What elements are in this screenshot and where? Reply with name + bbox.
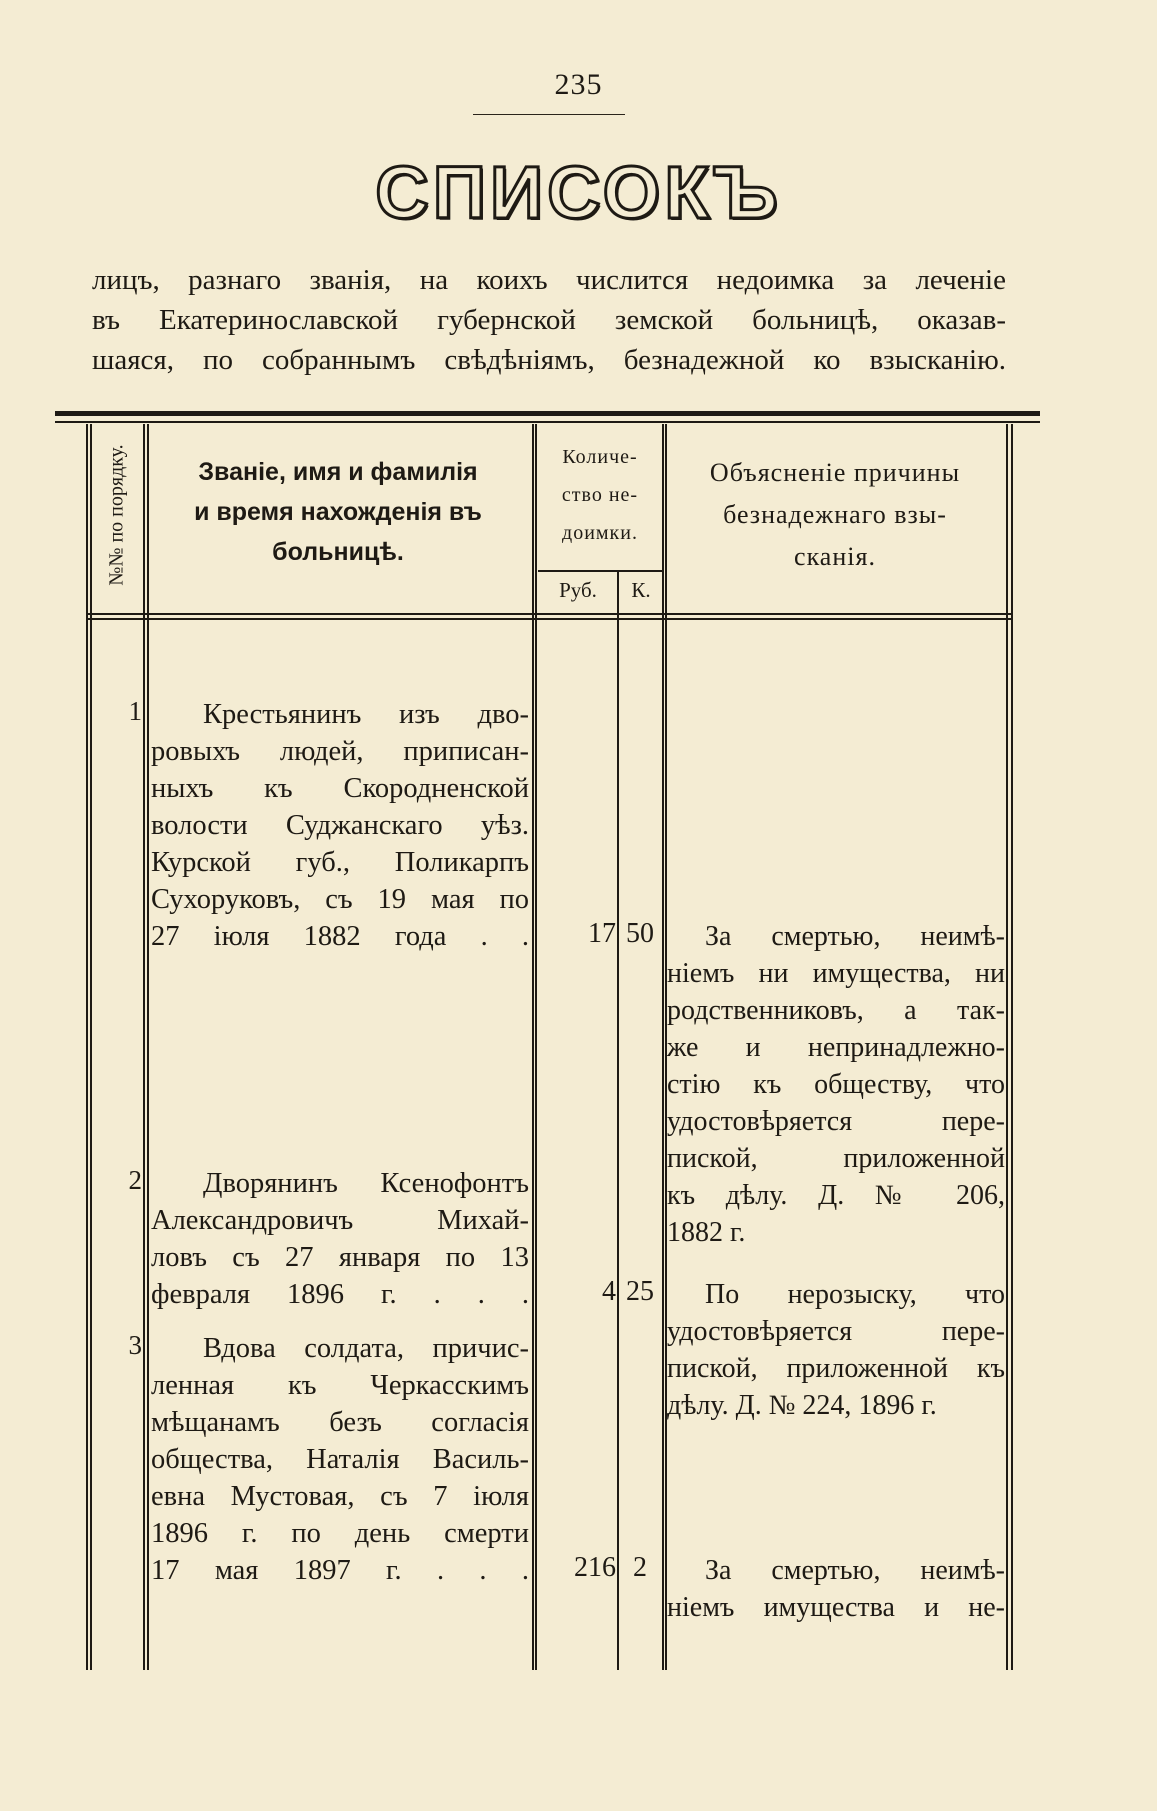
header-name-line: больницѣ. (272, 538, 404, 566)
header-name-line: Званіе, имя и фамилія (198, 458, 478, 486)
row-1-line: Крестьянинъ изъ дво- (203, 699, 529, 730)
row-1-reason-line: удостовѣряется пере- (667, 1106, 1005, 1137)
page-number-rule (473, 114, 625, 115)
row-1-reason (667, 918, 1005, 1251)
row-2-reason-line: удостовѣряется пере- (667, 1316, 1005, 1347)
row-1-reason-line: же и непринадлежно- (667, 1032, 1005, 1063)
document-title: СПИСОКЪ (375, 151, 782, 234)
header-quantity-line: Количе- (562, 446, 638, 468)
header-quantity (538, 438, 662, 552)
row-3-reason-line: ніемъ имущества и не- (667, 1592, 1005, 1623)
table-top-thick-rule (55, 411, 1040, 416)
row-2-line: Александровичъ Михай- (151, 1205, 529, 1236)
table-right-border (1006, 424, 1008, 1670)
header-bottom-rule-2 (86, 618, 1011, 620)
header-rubles: Руб. (559, 578, 597, 602)
row-2-rubles: 4 (602, 1276, 616, 1307)
column-divider-order (143, 424, 145, 1670)
row-1-line: 27 іюля 1882 года . . (151, 921, 529, 952)
row-1-number: 1 (128, 696, 142, 726)
row-2-reason-line: По нерозыску, что (705, 1279, 1005, 1310)
row-3-line: мѣщанамъ безъ согласія (151, 1407, 529, 1438)
row-1-line: ныхъ къ Скородненской (151, 773, 529, 804)
row-1-rubles: 17 (588, 918, 616, 949)
row-1-reason-line: За смертью, неимѣ- (705, 921, 1005, 952)
table-right-border-outer (1011, 424, 1013, 1670)
header-reason-line: безнадежнаго взы- (723, 500, 947, 529)
row-1-line: волости Суджанскаго уѣз. (151, 810, 529, 841)
row-3-line: евна Мустовая, съ 7 іюля (151, 1481, 529, 1512)
row-3-line: 1896 г. по день смерти (151, 1518, 529, 1549)
row-3-line: Вдова солдата, причис- (203, 1333, 529, 1364)
row-3-line: 17 мая 1897 г. . . . (151, 1555, 529, 1586)
row-1-reason-line: пиской, приложенной (667, 1143, 1005, 1174)
header-kopecks: К. (631, 578, 651, 602)
row-2-reason (667, 1276, 1005, 1424)
row-2-description (151, 1165, 529, 1313)
header-quantity-line: ство не- (561, 484, 639, 506)
header-bottom-rule (86, 613, 1011, 615)
column-divider-name-inner (535, 424, 537, 1670)
row-1-reason-line: стію къ обществу, что (667, 1069, 1005, 1100)
row-3-reason (667, 1552, 1005, 1626)
intro-line: лицъ, разнаго званія, на коихъ числится недоимка за леченіе (92, 264, 1006, 296)
row-3-reason-line: За смертью, неимѣ- (705, 1555, 1005, 1586)
row-2-line: Дворянинъ Ксенофонтъ (203, 1168, 529, 1199)
intro-line: въ Екатеринославской губернской земской больницѣ, оказав- (92, 304, 1006, 336)
intro-line: шаяся, по собраннымъ свѣдѣніямъ, безнадежной ко взысканію. (92, 344, 1006, 376)
intro-paragraph (92, 260, 1006, 380)
row-3-kopecks: 2 (633, 1552, 647, 1583)
table-left-border (86, 424, 88, 1670)
row-2-reason-line: дѣлу. Д. № 224, 1896 г. (667, 1390, 937, 1421)
row-1-line: ровыхъ людей, приписан- (151, 736, 529, 767)
header-reason-line: сканія. (794, 542, 876, 571)
row-3-description (151, 1330, 529, 1589)
row-2-kopecks: 25 (626, 1276, 654, 1307)
header-reason-line: Объясненіе причины (709, 458, 961, 487)
row-2-number: 2 (128, 1165, 142, 1195)
row-1-description (151, 696, 529, 955)
header-name (148, 452, 528, 572)
row-3-line: общества, Наталія Василь- (151, 1444, 529, 1475)
row-1-reason-line: ніемъ ни имущества, ни (667, 958, 1005, 989)
row-1-reason-line: къ дѣлу. Д. № 206, (667, 1180, 1005, 1211)
row-2-line: ловъ съ 27 января по 13 (151, 1242, 529, 1273)
row-1-kopecks: 50 (626, 918, 654, 949)
row-3-line: ленная къ Черкасскимъ (151, 1370, 529, 1401)
header-order-label: №№ по порядку. (105, 444, 128, 586)
qty-header-divider (538, 570, 662, 572)
row-1-reason-line: 1882 г. (667, 1217, 746, 1248)
row-2-reason-line: пиской, приложенной къ (667, 1353, 1005, 1384)
row-3-rubles: 216 (574, 1552, 616, 1583)
column-divider-name (532, 424, 534, 1670)
row-1-reason-line: родственниковъ, а так- (667, 995, 1005, 1026)
header-reason (670, 452, 1000, 578)
row-3-number: 3 (128, 1330, 142, 1360)
page-number: 235 (554, 68, 603, 101)
header-order-number (92, 430, 142, 600)
row-1-line: Сухоруковъ, съ 19 мая по (151, 884, 529, 915)
header-name-line: и время нахожденія въ (194, 498, 482, 526)
table-top-thin-rule (55, 421, 1040, 423)
column-divider-rub (617, 570, 619, 1670)
column-divider-qty (662, 424, 664, 1670)
row-2-line: февраля 1896 г. . . . (151, 1279, 529, 1310)
header-quantity-line: доимки. (562, 522, 638, 544)
row-1-line: Курской губ., Поликарпъ (151, 847, 529, 878)
